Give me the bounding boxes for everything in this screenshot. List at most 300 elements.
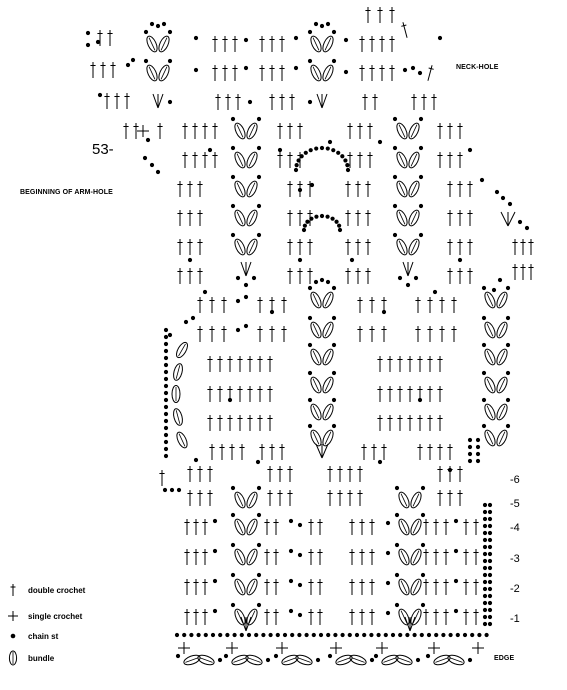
double-crochet-mark [239, 444, 244, 460]
chain-st-mark [294, 168, 298, 172]
chain-st-mark [483, 580, 487, 584]
double-crochet-mark [473, 519, 478, 535]
chain-st-mark [289, 549, 293, 553]
double-crochet-mark [437, 356, 442, 372]
double-crochet-mark [157, 123, 162, 139]
double-crochet-mark [447, 181, 452, 197]
bundle-mark [321, 348, 335, 367]
double-crochet-mark [277, 490, 282, 506]
chain-st-mark [386, 581, 390, 585]
double-crochet-mark [187, 181, 192, 197]
double-crochet-mark [207, 490, 212, 506]
bundle-mark [245, 180, 259, 199]
double-crochet-mark [307, 268, 312, 284]
double-crochet-mark [447, 268, 452, 284]
double-crochet-mark [367, 123, 372, 139]
chain-st-mark [164, 419, 168, 423]
row-number-6: -6 [510, 474, 520, 486]
bundle-mark [175, 431, 189, 450]
chain-st-mark [164, 370, 168, 374]
chain-st-mark [369, 633, 373, 637]
double-crochet-mark [289, 94, 294, 110]
chain-st-mark [231, 117, 235, 121]
bundle-mark [245, 151, 259, 170]
double-crochet-mark [264, 609, 269, 625]
chain-st-mark [518, 220, 522, 224]
chain-st-mark [298, 258, 302, 262]
chain-st-mark [405, 633, 409, 637]
double-crochet-mark [423, 609, 428, 625]
legend-item-chain-st: chain st [6, 628, 58, 644]
single-crochet-mark [330, 642, 342, 654]
single-crochet-mark [428, 642, 440, 654]
double-crochet-mark [297, 210, 302, 226]
bundle-mark [309, 376, 323, 395]
chain-st-mark [231, 543, 235, 547]
chain-st-mark [468, 459, 472, 463]
chain-st-mark [337, 224, 341, 228]
double-crochet-mark [90, 62, 95, 78]
double-crochet-mark [317, 519, 322, 535]
double-crochet-mark [177, 239, 182, 255]
chain-st-mark [470, 633, 474, 637]
chain-st-mark [483, 594, 487, 598]
double-crochet-mark [369, 65, 374, 81]
chain-st-mark [468, 658, 472, 662]
double-crochet-mark [377, 356, 382, 372]
bundle-mark [495, 348, 509, 367]
bundle-mark [172, 386, 180, 403]
chain-st-mark [308, 343, 312, 347]
bundle-mark [409, 491, 423, 510]
double-crochet-mark [463, 519, 468, 535]
chain-st-mark [476, 438, 480, 442]
double-crochet-mark [372, 94, 377, 110]
chain-st-mark [488, 545, 492, 549]
chain-st-mark [488, 622, 492, 626]
double-crochet-mark [433, 549, 438, 565]
bundle-icon [6, 650, 20, 666]
chain-st-mark [506, 424, 510, 428]
chain-st-mark [498, 278, 502, 282]
double-crochet-mark [317, 579, 322, 595]
double-crochet-mark [247, 415, 252, 431]
legend-item-bundle: bundle [6, 650, 54, 666]
chain-st-mark [393, 175, 397, 179]
chain-st-mark [346, 168, 350, 172]
chain-st-mark [350, 258, 354, 262]
chain-st-mark [483, 552, 487, 556]
single-crochet-mark [376, 642, 388, 654]
double-crochet-mark [269, 36, 274, 52]
double-crochet-mark [421, 94, 426, 110]
chain-st-mark [393, 146, 397, 150]
chain-st-mark [298, 188, 302, 192]
bundle-mark [245, 578, 259, 597]
chain-st-mark [175, 633, 179, 637]
bundle-mark [409, 548, 423, 567]
chain-st-mark [398, 276, 402, 280]
double-crochet-mark [269, 65, 274, 81]
double-crochet-mark [379, 36, 384, 52]
double-crochet-mark [397, 356, 402, 372]
chain-st-mark [164, 454, 168, 458]
chain-st-mark [395, 513, 399, 517]
chain-st-mark [298, 583, 302, 587]
double-crochet-mark [279, 444, 284, 460]
bundle-mark [483, 291, 497, 310]
row-number-1: -1 [510, 613, 520, 625]
single-crochet-mark [178, 642, 190, 654]
bundle-mark [483, 403, 497, 422]
double-crochet-mark [227, 356, 232, 372]
chain-st-mark [488, 510, 492, 514]
chain-st-mark [488, 524, 492, 528]
double-crochet-mark [473, 579, 478, 595]
double-crochet-mark [269, 444, 274, 460]
chain-st-mark [236, 276, 240, 280]
chain-st-mark [483, 510, 487, 514]
double-crochet-mark [400, 22, 409, 39]
double-crochet-mark [225, 94, 230, 110]
double-crochet-mark [267, 415, 272, 431]
bundle-mark [233, 122, 247, 141]
double-crochet-mark [287, 268, 292, 284]
double-crochet-mark [317, 609, 322, 625]
chain-st-mark [488, 601, 492, 605]
double-crochet-mark [463, 549, 468, 565]
double-crochet-mark [457, 181, 462, 197]
double-crochet-mark [273, 579, 278, 595]
double-crochet-mark [369, 36, 374, 52]
chain-st-mark [150, 163, 154, 167]
chain-st-mark [332, 424, 336, 428]
chain-st-mark [419, 146, 423, 150]
chain-st-mark [316, 658, 320, 662]
chain-st-mark [228, 398, 232, 402]
chain-st-mark [506, 371, 510, 375]
chain-st-mark [244, 283, 248, 287]
double-crochet-mark [187, 268, 192, 284]
chain-st-mark [330, 217, 334, 221]
chain-st-mark [164, 433, 168, 437]
double-crochet-mark [359, 549, 364, 565]
chain-st-mark [163, 488, 167, 492]
chain-st-mark [418, 71, 422, 75]
chain-st-mark [438, 36, 442, 40]
chain-st-mark [289, 609, 293, 613]
chain-st-mark [86, 43, 90, 47]
bundle-mark [174, 341, 189, 360]
chain-st-mark [421, 486, 425, 490]
double-crochet-mark [417, 415, 422, 431]
bundle-mark [197, 653, 216, 666]
chain-st-mark [343, 158, 347, 162]
double-crochet-mark [439, 326, 444, 342]
double-crochet-mark [287, 210, 292, 226]
bundle-mark [172, 408, 184, 426]
double-crochet-mark [349, 549, 354, 565]
chain-st-mark [326, 146, 330, 150]
chain-st-mark [483, 559, 487, 563]
chain-st-mark [218, 658, 222, 662]
double-crochet-mark [187, 239, 192, 255]
chain-st-mark [188, 258, 192, 262]
bundle-mark [233, 209, 247, 228]
bundle-mark [309, 403, 323, 422]
bundle-mark [395, 122, 409, 141]
bundle-mark [409, 608, 423, 627]
row-number-53: 53- [92, 141, 114, 158]
bundle-mark [233, 578, 247, 597]
chain-st-mark [488, 531, 492, 535]
chain-st-mark [244, 295, 248, 299]
chain-st-mark [189, 633, 193, 637]
double-crochet-mark [437, 386, 442, 402]
double-crochet-mark [267, 386, 272, 402]
chain-st-mark [319, 633, 323, 637]
chain-st-mark [302, 228, 306, 232]
double-crochet-mark [362, 94, 367, 110]
chain-st-mark [458, 258, 462, 262]
chain-st-mark [416, 658, 420, 662]
chain-st-mark [256, 460, 260, 464]
double-crochet-mark [423, 579, 428, 595]
double-crochet-mark [512, 239, 517, 255]
bundle-mark [397, 578, 411, 597]
chain-st-mark [395, 573, 399, 577]
double-crochet-mark [365, 239, 370, 255]
double-crochet-mark [182, 152, 187, 168]
chain-st-mark [289, 519, 293, 523]
bundle-mark [397, 548, 411, 567]
chain-st-mark [294, 66, 298, 70]
chain-st-mark [362, 633, 366, 637]
chain-st-mark [170, 488, 174, 492]
double-crochet-mark [207, 386, 212, 402]
chain-st-mark [164, 384, 168, 388]
chain-st-mark [386, 521, 390, 525]
chain-st-mark [506, 343, 510, 347]
bundle-mark [145, 35, 159, 54]
double-crochet-mark [259, 65, 264, 81]
chain-st-mark [257, 117, 261, 121]
chain-st-mark [146, 138, 150, 142]
double-crochet-mark [417, 444, 422, 460]
double-crochet-mark [221, 326, 226, 342]
double-crochet-mark [197, 210, 202, 226]
double-crochet-mark [457, 466, 462, 482]
double-crochet-mark [264, 579, 269, 595]
double-crochet-mark [423, 519, 428, 535]
double-crochet-mark [457, 152, 462, 168]
double-crochet-mark [221, 297, 226, 313]
chain-st-mark [314, 146, 318, 150]
bundle-mark [309, 35, 323, 54]
chain-st-mark [433, 290, 437, 294]
double-crochet-mark [369, 609, 374, 625]
double-crochet-mark [247, 386, 252, 402]
bundle-mark [349, 653, 368, 666]
double-crochet-mark [345, 239, 350, 255]
chain-st-mark [332, 371, 336, 375]
double-crochet-mark [232, 36, 237, 52]
chain-st-mark [240, 633, 244, 637]
chain-st-mark [298, 553, 302, 557]
double-crochet-mark [227, 415, 232, 431]
chain-st-mark [454, 549, 458, 553]
chain-st-mark [463, 633, 467, 637]
chain-st-mark [393, 233, 397, 237]
chain-st-mark [261, 633, 265, 637]
bundle-mark [145, 64, 159, 83]
chain-st-mark [247, 633, 251, 637]
chain-st-mark [308, 398, 312, 402]
double-crochet-mark [387, 386, 392, 402]
single-crochet-mark [276, 642, 288, 654]
double-crochet-mark [235, 94, 240, 110]
double-crochet-mark [427, 326, 432, 342]
double-crochet-mark [467, 181, 472, 197]
double-crochet-mark [347, 490, 352, 506]
chain-st-mark [413, 633, 417, 637]
double-crochet-mark [287, 152, 292, 168]
double-crochet-mark [281, 326, 286, 342]
bundle-mark [157, 35, 171, 54]
chain-st-mark [257, 146, 261, 150]
double-crochet-mark [182, 123, 187, 139]
chain-st-mark [476, 452, 480, 456]
double-crochet-mark [359, 36, 364, 52]
double-crochet-mark [369, 297, 374, 313]
bundle-mark [395, 209, 409, 228]
chain-st-mark [304, 151, 308, 155]
double-crochet-mark [357, 466, 362, 482]
double-crochet-mark [528, 239, 533, 255]
chain-st-mark [332, 398, 336, 402]
double-crochet-mark [187, 466, 192, 482]
double-crochet-mark [407, 356, 412, 372]
double-crochet-mark [367, 152, 372, 168]
chain-st-mark [331, 148, 335, 152]
bundle-mark [397, 491, 411, 510]
single-crochet-mark [226, 642, 238, 654]
chain-st-mark [468, 452, 472, 456]
double-crochet-mark [257, 356, 262, 372]
double-crochet-mark [287, 181, 292, 197]
bundle-mark [309, 291, 323, 310]
chain-st-mark [290, 633, 294, 637]
bundle-mark [495, 291, 509, 310]
chain-st-mark [231, 486, 235, 490]
double-crochet-mark [512, 264, 517, 280]
bundle-mark [233, 491, 247, 510]
double-crochet-mark [463, 579, 468, 595]
chain-st-mark [144, 30, 148, 34]
chain-st-mark [300, 154, 304, 158]
chain-st-mark [309, 217, 313, 221]
chain-st-mark [98, 93, 102, 97]
double-crochet-mark [215, 94, 220, 110]
double-crochet-mark [202, 152, 207, 168]
bundle-mark [172, 363, 184, 381]
double-crochet-mark [361, 444, 366, 460]
chain-st-mark [168, 333, 172, 337]
double-crochet-mark [443, 609, 448, 625]
double-crochet-mark [287, 239, 292, 255]
double-crochet-mark [308, 519, 313, 535]
bundle-mark [321, 35, 335, 54]
legend-item-double-crochet: double crochet [6, 582, 85, 598]
chain-st-icon [6, 628, 20, 644]
chain-st-mark [441, 633, 445, 637]
double-crochet-mark [104, 93, 109, 109]
chain-st-mark [164, 412, 168, 416]
chain-st-mark [164, 349, 168, 353]
double-crochet-mark [114, 93, 119, 109]
bundle-mark [407, 122, 421, 141]
chain-st-mark [326, 280, 330, 284]
double-crochet-mark [357, 490, 362, 506]
chain-st-mark [332, 286, 336, 290]
chain-st-mark [393, 204, 397, 208]
chain-st-mark [468, 445, 472, 449]
chain-st-mark [314, 215, 318, 219]
chain-st-mark [525, 226, 529, 230]
double-crochet-mark [377, 7, 382, 23]
double-crochet-mark [357, 297, 362, 313]
row-number-4: -4 [510, 522, 520, 534]
double-crochet-mark [415, 297, 420, 313]
chain-st-mark [480, 178, 484, 182]
chain-st-mark [257, 603, 261, 607]
double-crochet-mark [389, 65, 394, 81]
chain-st-mark [488, 538, 492, 542]
double-crochet-mark [467, 239, 472, 255]
chain-st-mark [485, 633, 489, 637]
double-crochet-mark [337, 490, 342, 506]
double-crochet-mark [197, 297, 202, 313]
double-crochet-mark [269, 326, 274, 342]
double-crochet-mark [184, 519, 189, 535]
chain-st-mark [355, 633, 359, 637]
decrease-mark [501, 212, 515, 226]
chain-st-mark [414, 276, 418, 280]
chain-st-mark [488, 594, 492, 598]
chain-st-mark [320, 278, 324, 282]
double-crochet-mark [327, 466, 332, 482]
double-crochet-mark [473, 609, 478, 625]
decrease-mark [241, 617, 251, 631]
chain-st-mark [257, 233, 261, 237]
double-crochet-mark [407, 386, 412, 402]
double-crochet-mark [457, 490, 462, 506]
double-crochet-mark [433, 579, 438, 595]
chain-st-mark [213, 579, 217, 583]
chain-st-mark [96, 40, 100, 44]
chain-st-mark [176, 654, 180, 658]
bundle-mark [245, 548, 259, 567]
double-crochet-mark [457, 210, 462, 226]
decrease-mark [153, 94, 163, 108]
double-crochet-mark [273, 549, 278, 565]
double-crochet-mark [369, 549, 374, 565]
chain-st-mark [448, 468, 452, 472]
chain-st-mark [257, 543, 261, 547]
double-crochet-mark [381, 444, 386, 460]
double-crochet-mark [202, 549, 207, 565]
double-crochet-mark [349, 519, 354, 535]
